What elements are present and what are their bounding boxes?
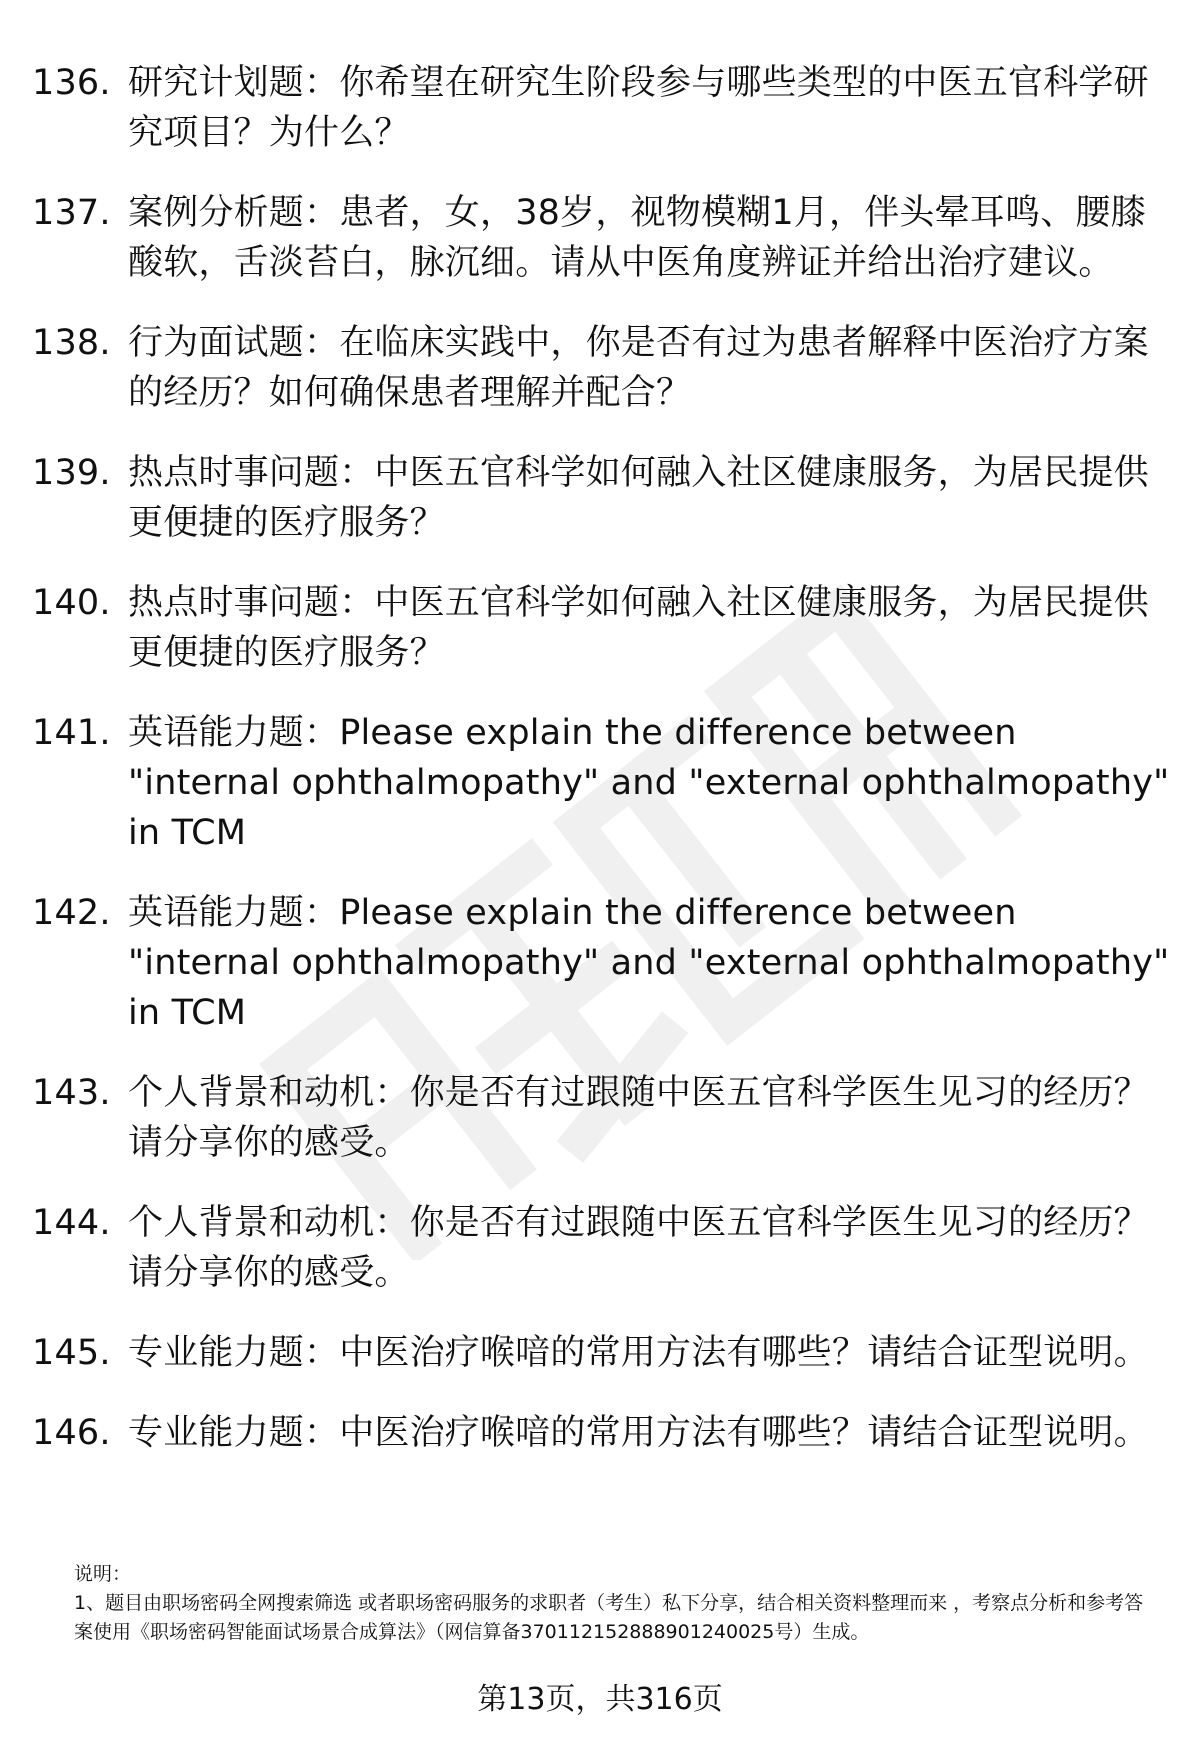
question-number: 137.	[32, 193, 111, 233]
question-item	[32, 1328, 1172, 1378]
question-text: 专业能力题：中医治疗喉喑的常用方法有哪些？请结合证型说明。	[128, 1413, 1149, 1453]
question-text: 个人背景和动机：你是否有过跟随中医五官科学医生见习的经历？请分享你的感受。	[128, 1203, 1149, 1293]
question-number: 139.	[32, 453, 111, 493]
disclaimer-note	[74, 1560, 1154, 1647]
question-number: 140.	[32, 583, 111, 623]
note-body: 1、题目由职场密码全网搜索筛选 或者职场密码服务的求职者（考生）私下分享，结合相关资料整理而来 ，考察点分析和参考答案使用《职场密码智能面试场景合成算法》（网信算备370112152888901240025号）生成。	[74, 1592, 1144, 1643]
question-item	[32, 1068, 1172, 1168]
question-number: 143.	[32, 1073, 111, 1113]
question-number: 144.	[32, 1203, 111, 1243]
question-number: 136.	[32, 63, 111, 103]
question-text: 英语能力题：Please explain the difference between "internal ophthalmopathy" and "external ophthalmopathy" in TCM	[128, 713, 1170, 853]
question-item	[32, 188, 1172, 288]
question-item	[32, 448, 1172, 548]
question-number: 146.	[32, 1413, 111, 1453]
question-item	[32, 1408, 1172, 1458]
question-number: 141.	[32, 713, 111, 753]
question-number: 142.	[32, 893, 111, 933]
question-text: 英语能力题：Please explain the difference between "internal ophthalmopathy" and "external ophthalmopathy" in TCM	[128, 893, 1170, 1033]
question-text: 个人背景和动机：你是否有过跟随中医五官科学医生见习的经历？请分享你的感受。	[128, 1073, 1149, 1163]
note-heading: 说明：	[74, 1563, 132, 1585]
question-text: 案例分析题：患者，女，38岁，视物模糊1月，伴头晕耳鸣、腰膝酸软，舌淡苔白，脉沉细。请从中医角度辨证并给出治疗建议。	[128, 193, 1146, 283]
question-item	[32, 1198, 1172, 1298]
question-item	[32, 888, 1172, 1038]
page-number: 第13页，共316页	[477, 1682, 723, 1717]
question-text: 研究计划题：你希望在研究生阶段参与哪些类型的中医五官科学研究项目？为什么？	[128, 63, 1149, 153]
question-item	[32, 578, 1172, 678]
question-text: 专业能力题：中医治疗喉喑的常用方法有哪些？请结合证型说明。	[128, 1333, 1149, 1373]
question-item	[32, 708, 1172, 858]
question-number: 138.	[32, 323, 111, 363]
question-list	[32, 58, 1172, 1488]
question-item	[32, 318, 1172, 418]
question-item	[32, 58, 1172, 158]
question-text: 热点时事问题：中医五官科学如何融入社区健康服务，为居民提供更便捷的医疗服务？	[128, 453, 1149, 543]
question-number: 145.	[32, 1333, 111, 1373]
question-text: 行为面试题：在临床实践中，你是否有过为患者解释中医治疗方案的经历？如何确保患者理解并配合？	[128, 323, 1149, 413]
question-text: 热点时事问题：中医五官科学如何融入社区健康服务，为居民提供更便捷的医疗服务？	[128, 583, 1149, 673]
